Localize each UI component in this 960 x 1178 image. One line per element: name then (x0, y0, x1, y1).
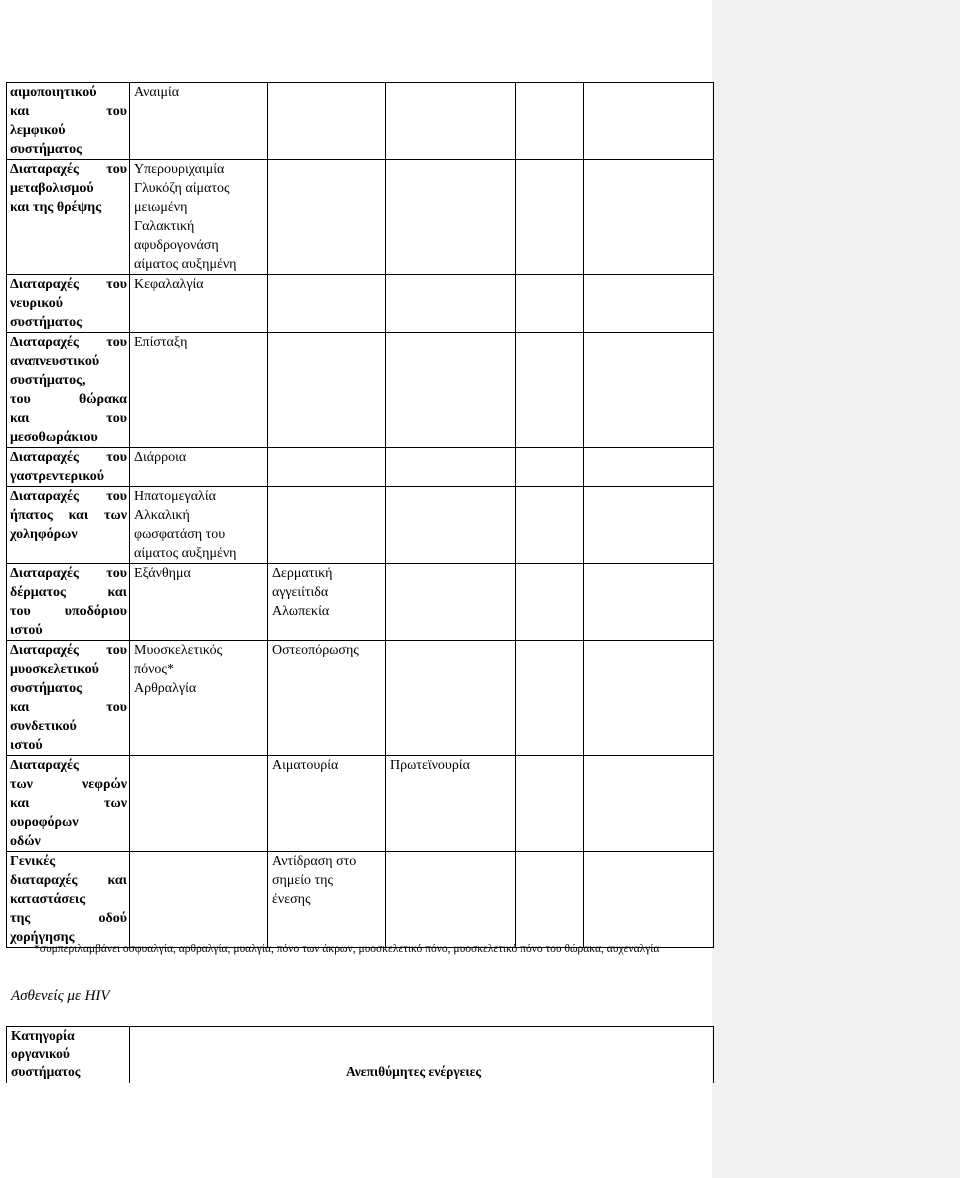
organ-class-line: συστήματος (10, 681, 83, 696)
table-row (7, 487, 714, 564)
organ-class-line: αιμοποιητικού (10, 85, 97, 100)
reaction-line: Υπερουριχαιμία (134, 162, 225, 177)
organ-class-line: Διαταραχές του (10, 450, 127, 465)
organ-class-line: συστήματος (10, 315, 83, 330)
table-row (7, 160, 714, 275)
organ-class-line: συστήματος, (10, 373, 86, 388)
empty-cell (516, 756, 584, 852)
reaction-line: Αντίδραση στο (272, 854, 357, 869)
reaction-cell (386, 448, 516, 487)
organ-class-line: ιστού (10, 623, 43, 638)
reaction-cell (386, 275, 516, 333)
organ-class-cell (7, 852, 130, 948)
empty-cell (516, 83, 584, 160)
adverse-reactions-table (6, 82, 714, 948)
organ-class-line: Διαταραχές του (10, 335, 127, 350)
reaction-line: αγγειίτιδα (272, 585, 329, 600)
section-title: Ασθενείς με HIV (11, 988, 110, 1004)
organ-class-line: και του (10, 700, 127, 715)
table-row (7, 641, 714, 756)
reaction-cell (386, 564, 516, 641)
organ-class-line: και των (10, 796, 127, 811)
reaction-line: Γλυκόζη αίματος (134, 181, 230, 196)
reaction-line: Διάρροια (134, 450, 187, 465)
reaction-cell (386, 756, 516, 852)
table-row (7, 83, 714, 160)
category-header-cell (7, 1027, 130, 1084)
reaction-line: Αιματουρία (272, 758, 339, 773)
reaction-cell (130, 852, 268, 948)
reaction-line: αφυδρογονάση (134, 238, 219, 253)
reaction-line: Γαλακτική (134, 219, 195, 234)
organ-class-line: και του (10, 411, 127, 426)
organ-class-line: ουροφόρων (10, 815, 79, 830)
table-row (7, 448, 714, 487)
organ-class-line: δέρματος και (10, 585, 127, 600)
reaction-cell (130, 275, 268, 333)
organ-class-cell (7, 487, 130, 564)
reaction-cell (268, 641, 386, 756)
reaction-line: Εξάνθημα (134, 566, 191, 581)
organ-class-line: μυοσκελετικού (10, 662, 99, 677)
reaction-line: αίματος αυξημένη (134, 257, 237, 272)
organ-class-cell (7, 275, 130, 333)
reaction-cell (386, 487, 516, 564)
organ-class-cell (7, 641, 130, 756)
reaction-cell (130, 83, 268, 160)
organ-class-line: νευρικού (10, 296, 63, 311)
reaction-cell (130, 564, 268, 641)
empty-cell (584, 756, 714, 852)
hiv-table-header (6, 1026, 714, 1083)
organ-class-line: και του (10, 104, 127, 119)
empty-cell (516, 487, 584, 564)
reaction-line: αίματος αυξημένη (134, 546, 237, 561)
organ-class-line: Διαταραχές του (10, 162, 127, 177)
reactions-header-cell (130, 1027, 714, 1084)
reaction-line: Αρθραλγία (134, 681, 197, 696)
organ-class-line: γαστρεντερικού (10, 469, 105, 484)
organ-class-line: ήπατος και των (10, 508, 127, 523)
reaction-line: Κεφαλαλγία (134, 277, 204, 292)
organ-class-line: λεμφικού (10, 123, 66, 138)
reaction-cell (130, 641, 268, 756)
reaction-cell (268, 160, 386, 275)
reaction-cell (130, 487, 268, 564)
empty-cell (584, 564, 714, 641)
reaction-line: Ηπατομεγαλία (134, 489, 216, 504)
empty-cell (516, 641, 584, 756)
reaction-line: Δερματική (272, 566, 333, 581)
organ-class-cell (7, 564, 130, 641)
empty-cell (516, 275, 584, 333)
reaction-line: πόνος* (134, 662, 174, 677)
organ-class-line: του θώρακα (10, 392, 127, 407)
organ-class-line: μεταβολισμού (10, 181, 94, 196)
reaction-line: Οστεοπόρωσης (272, 643, 359, 658)
reactions-header: Ανεπιθύμητες ενέργειες (346, 1064, 482, 1079)
reaction-cell (268, 852, 386, 948)
empty-cell (516, 564, 584, 641)
reaction-line: Πρωτεϊνουρία (390, 758, 470, 773)
reaction-cell (130, 333, 268, 448)
empty-cell (516, 160, 584, 275)
category-header-line: οργανικού (11, 1046, 70, 1061)
reaction-line: Αναιμία (134, 85, 180, 100)
organ-class-line: χορήγησης (10, 930, 75, 945)
organ-class-line: Διαταραχές του (10, 566, 127, 581)
reaction-cell (386, 333, 516, 448)
reaction-cell (386, 641, 516, 756)
reaction-line: ένεσης (272, 892, 311, 907)
category-header-line: συστήματος (11, 1064, 81, 1079)
reaction-cell (268, 756, 386, 852)
organ-class-line: αναπνευστικού (10, 354, 100, 369)
reaction-line: σημείο της (272, 873, 334, 888)
organ-class-line: ιστού (10, 738, 43, 753)
table-row (7, 275, 714, 333)
empty-cell (584, 275, 714, 333)
footnote: *συμπεριλαμβάνει οσφυαλγία, αρθραλγία, μυαλγία, πόνο των άκρων, μυοσκελετικό πόνο, μυοσκελετικό πόνο του θώρακα, αυχεναλγία (34, 943, 660, 955)
empty-cell (516, 852, 584, 948)
empty-cell (584, 448, 714, 487)
reaction-cell (386, 852, 516, 948)
empty-cell (516, 448, 584, 487)
comment-pane (712, 0, 960, 1178)
reaction-line: μειωμένη (134, 200, 188, 215)
reaction-cell (268, 333, 386, 448)
reaction-cell (268, 275, 386, 333)
organ-class-line: καταστάσεις (10, 892, 86, 907)
organ-class-cell (7, 756, 130, 852)
empty-cell (584, 487, 714, 564)
reaction-cell (386, 160, 516, 275)
organ-class-cell (7, 448, 130, 487)
empty-cell (516, 333, 584, 448)
organ-class-line: οδών (10, 834, 41, 849)
organ-class-cell (7, 83, 130, 160)
organ-class-line: διαταραχές και (10, 873, 127, 888)
table-row (7, 333, 714, 448)
organ-class-line: Διαταραχές του (10, 489, 127, 504)
organ-class-cell (7, 333, 130, 448)
organ-class-line: Διαταραχές (10, 758, 79, 773)
empty-cell (584, 160, 714, 275)
empty-cell (584, 333, 714, 448)
organ-class-line: χοληφόρων (10, 527, 78, 542)
category-header-line: Κατηγορία (11, 1028, 75, 1043)
reaction-line: Αλωπεκία (272, 604, 330, 619)
reaction-line: φωσφατάση του (134, 527, 226, 542)
organ-class-line: Διαταραχές του (10, 643, 127, 658)
organ-class-line: της οδού (10, 911, 127, 926)
reaction-cell (268, 448, 386, 487)
organ-class-line: του υποδόριου (10, 604, 127, 619)
organ-class-line: Διαταραχές του (10, 277, 127, 292)
reaction-cell (386, 83, 516, 160)
organ-class-cell (7, 160, 130, 275)
reaction-line: Επίσταξη (134, 335, 188, 350)
reaction-cell (130, 160, 268, 275)
reaction-line: Αλκαλική (134, 508, 190, 523)
table-row (7, 756, 714, 852)
empty-cell (584, 852, 714, 948)
reaction-cell (130, 756, 268, 852)
empty-cell (584, 83, 714, 160)
organ-class-line: Γενικές (10, 854, 56, 869)
reaction-cell (268, 83, 386, 160)
reaction-cell (268, 487, 386, 564)
empty-cell (584, 641, 714, 756)
table-row (7, 564, 714, 641)
organ-class-line: και της θρέψης (10, 200, 102, 215)
organ-class-line: συνδετικού (10, 719, 77, 734)
organ-class-line: μεσοθωράκιου (10, 430, 98, 445)
reaction-cell (130, 448, 268, 487)
reaction-cell (268, 564, 386, 641)
organ-class-line: των νεφρών (10, 777, 127, 792)
reaction-line: Μυοσκελετικός (134, 643, 223, 658)
table-row (7, 852, 714, 948)
organ-class-line: συστήματος (10, 142, 83, 157)
